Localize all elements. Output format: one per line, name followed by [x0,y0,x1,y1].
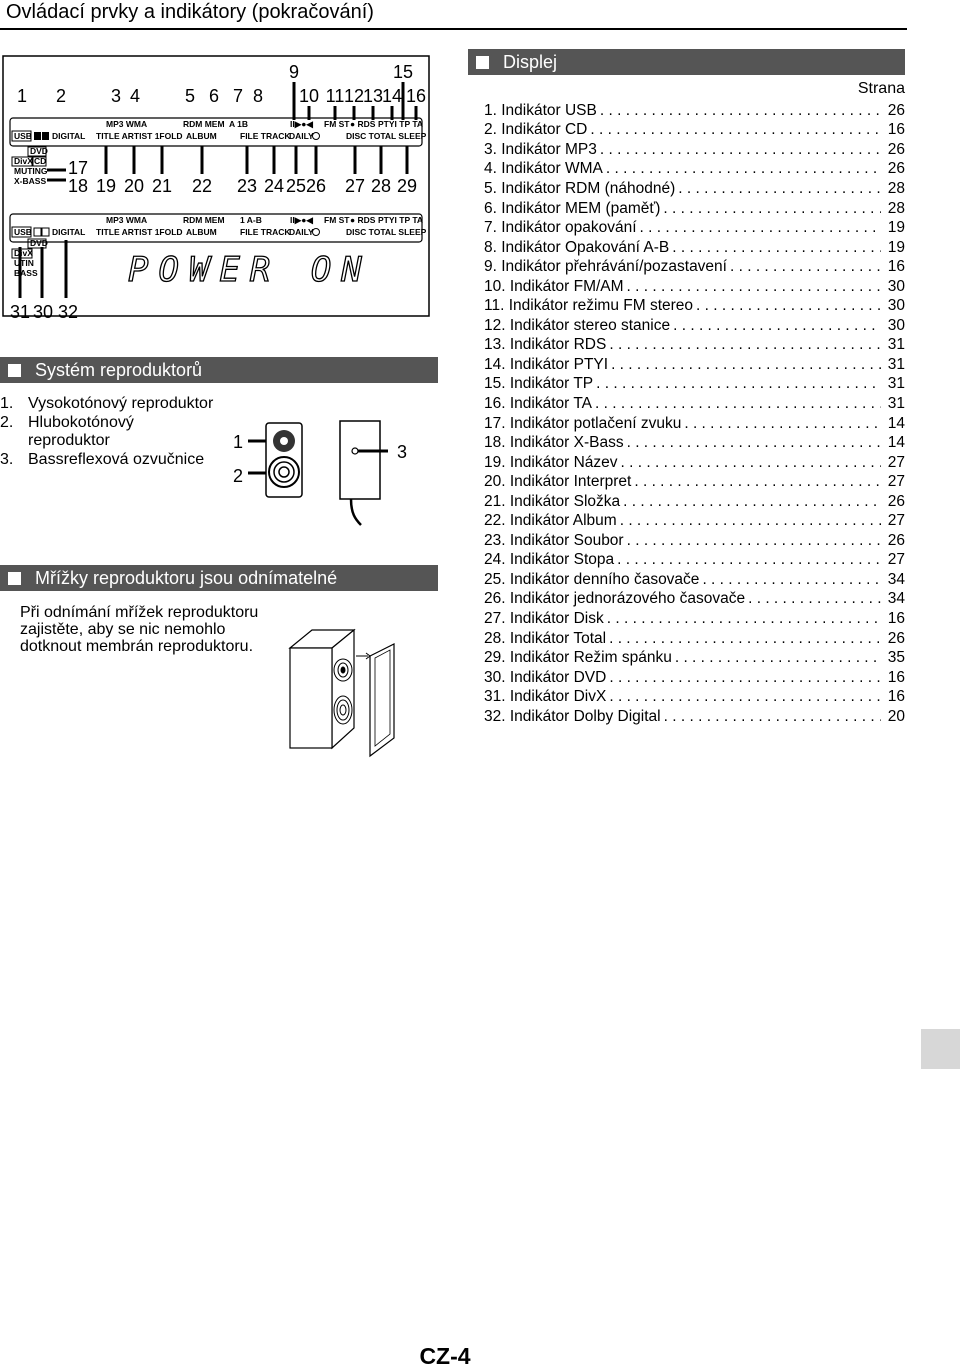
list-item: 16. Indikátor TA . . . 31 [484,394,905,414]
p1-cd-label: CD [34,156,47,166]
p2-disc-total-label: DISC TOTAL SLEEP [346,227,427,237]
list-item: 25. Indikátor denního časovače . . . 34 [484,570,905,590]
list-item: 17. Indikátor potlačení zvuku . . . 14 [484,414,905,434]
speaker-system-title: Systém reproduktorů [35,359,203,380]
displej-header [468,49,905,75]
callout-23: 23 [236,176,258,196]
list-item: 3. Indikátor MP3 . . . 26 [484,140,905,160]
callout-10: 10 [298,86,320,106]
speaker-parts-list [0,395,215,469]
list-item: 10. Indikátor FM/AM . . . 30 [484,277,905,297]
list-item: 8. Indikátor Opakování A-B . . . 19 [484,238,905,258]
callout-28: 28 [370,176,392,196]
speaker-cabinet [290,648,332,748]
callout-1: 1 [16,86,28,106]
callout-31: 31 [9,302,31,322]
grille-removal-illustration [282,626,432,761]
p1-file-track-label: FILE TRACK [240,131,291,141]
callout-22: 22 [191,176,213,196]
list-item: 32. Indikátor Dolby Digital . . . 20 [484,707,905,727]
p2-daily-label: DAILY [289,227,314,237]
list-item: 6. Indikátor MEM (paměť) . . . 28 [484,199,905,219]
list-item: 7. Indikátor opakování . . . 19 [484,218,905,238]
callout-26: 26 [305,176,327,196]
p1-daily-label: DAILY [289,131,314,141]
grilles-title: Mřížky reproduktoru jsou odnímatelné [35,567,338,588]
callout-17: 17 [67,158,89,178]
callout-16: 16 [405,86,427,106]
callout-5: 5 [184,86,196,106]
page-column-header: Strana [857,80,905,97]
p2-ab-label: 1 A-B [240,215,262,225]
grilles-header [0,565,438,591]
speaker-cable [351,499,361,525]
p1-dvd-label: DVD [30,146,48,156]
p1-divx-label: DivX [14,156,33,166]
p1-muting-label: MUTING [14,166,48,176]
list-item: 13. Indikátor RDS . . . 31 [484,336,905,356]
p2-title-artist-label: TITLE ARTIST 1FOLD [96,227,183,237]
speaker-callout-3: 3 [396,442,408,462]
callout-21: 21 [151,176,173,196]
list-item: 9. Indikátor přehrávání/pozastavení . . . 16 [484,257,905,277]
speaker-callout-2: 2 [232,466,244,486]
title-divider [0,28,907,30]
list-item: 14. Indikátor PTYI . . . 31 [484,355,905,375]
p1-digital-label: DIGITAL [52,131,86,141]
callout-24: 24 [263,176,285,196]
list-item: 18. Indikátor X-Bass . . . 14 [484,433,905,453]
p1-repeat-label: A 1B [229,119,249,129]
callout-12: 12 [343,86,365,106]
p2-rds-label: ● RDS [350,215,376,225]
list-item: 4. Indikátor WMA . . . 26 [484,160,905,180]
p2-mp3wma-label: MP3 WMA [106,215,148,225]
list-item: 20. Indikátor Interpret . . . 27 [484,472,905,492]
p1-fmst-label: FM ST [324,119,350,129]
list-item: 1. Indikátor USB . . . 26 [484,101,905,121]
p1-xbass-label: X-BASS [14,176,47,186]
section-tab [921,1029,960,1069]
callout-6: 6 [208,86,220,106]
list-item: 22. Indikátor Album . . . 27 [484,511,905,531]
list-item: 11. Indikátor režimu FM stereo . . . 30 [484,296,905,316]
p2-ptyi-label: PTYI TP TA [378,215,424,225]
p2-file-track-label: FILE TRACK [240,227,291,237]
p2-album-label: ALBUM [186,227,217,237]
section-square-icon [476,56,489,69]
callout-7: 7 [232,86,244,106]
speaker-back-box [340,421,380,499]
p1-usb-label: USB [14,131,32,141]
list-item: 30. Indikátor DVD . . . 16 [484,668,905,688]
callout-18: 18 [67,176,89,196]
p2-rdm-mem-label: RDM MEM [183,215,225,225]
callout-25: 25 [285,176,307,196]
p1-album-label: ALBUM [186,131,217,141]
list-item: 27. Indikátor Disk . . . 16 [484,609,905,629]
speaker-system-header [0,357,438,383]
callout-29: 29 [396,176,418,196]
list-item: 29. Indikátor Režim spánku . . . 35 [484,648,905,668]
p1-disc-total-label: DISC TOTAL SLEEP [346,131,427,141]
list-item: 15. Indikátor TP . . . 31 [484,375,905,395]
p2-xbass-label: BASS [14,268,38,278]
list-item: 12. Indikátor stereo stanice . . . 30 [484,316,905,336]
callout-20: 20 [123,176,145,196]
callout-2: 2 [55,86,67,106]
callout-4: 4 [129,86,141,106]
list-item: 3. Bassreflexová ozvučnice [0,450,205,468]
p2-dvd-label: DVD [30,238,48,248]
list-item: 5. Indikátor RDM (náhodné) . . . 28 [484,179,905,199]
grilles-note: Při odnímání mřížek reproduktoru zajistěte, aby se nic nemohlo dotknout membrán reproduktoru. [20,604,259,655]
speaker-callout-1: 1 [232,432,244,452]
list-item: 21. Indikátor Složka . . . 26 [484,492,905,512]
display-diagram-svg [0,52,440,332]
indicator-index-list [484,101,905,727]
page-number: CZ-4 [419,1343,471,1369]
list-item: 24. Indikátor Stopa . . . 27 [484,551,905,571]
list-item: 2. Indikátor CD . . . 16 [484,121,905,141]
p1-title-artist-label: TITLE ARTIST 1FOLD [96,131,183,141]
callout-27: 27 [344,176,366,196]
callout-15: 15 [392,62,414,82]
lcd-power-on-text: POWER ON [128,250,372,290]
callout-11: 11 [325,86,345,106]
p2-fmst-label: FM ST [324,215,350,225]
p2-digital-label: DIGITAL [52,227,86,237]
callout-30: 30 [32,302,54,322]
list-item: 23. Indikátor Soubor . . . 26 [484,531,905,551]
page-title: Ovládací prvky a indikátory (pokračování) [6,1,374,23]
speaker-diagram [220,415,420,527]
list-item: 1. Vysokotónový reproduktor [0,395,214,412]
section-square-icon [8,364,21,377]
callout-9: 9 [288,62,300,82]
p1-rdm-mem-label: RDM MEM [183,119,225,129]
callout-14: 14 [381,86,403,106]
p1-ptyi-label: PTYI TP TA [378,119,424,129]
p2-divx-label: DivX [14,248,33,258]
p1-mp3wma-label: MP3 WMA [106,119,148,129]
list-item: 19. Indikátor Název . . . 27 [484,453,905,473]
list-item: 31. Indikátor DivX . . . 16 [484,687,905,707]
callout-3: 3 [110,86,122,106]
p1-rds-label: ● RDS [350,119,376,129]
removal-arrow-icon [356,653,370,659]
displej-title: Displej [503,51,558,72]
callout-32: 32 [57,302,79,322]
callout-8: 8 [252,86,264,106]
list-item: 2. Hlubokotónový reproduktor [0,413,134,449]
list-item: 26. Indikátor jednorázového časovače . . . 34 [484,590,905,610]
list-item: 28. Indikátor Total . . . 26 [484,629,905,649]
section-square-icon [8,572,21,585]
callout-19: 19 [95,176,117,196]
callout-13: 13 [362,86,384,106]
p2-play-label: II▶●◀ [290,215,313,225]
p1-play-label: II▶●◀ [290,119,313,129]
p2-usb-label: USB [14,227,32,237]
display-diagram [0,52,440,332]
p2-muting-label: UTIN [14,258,34,268]
